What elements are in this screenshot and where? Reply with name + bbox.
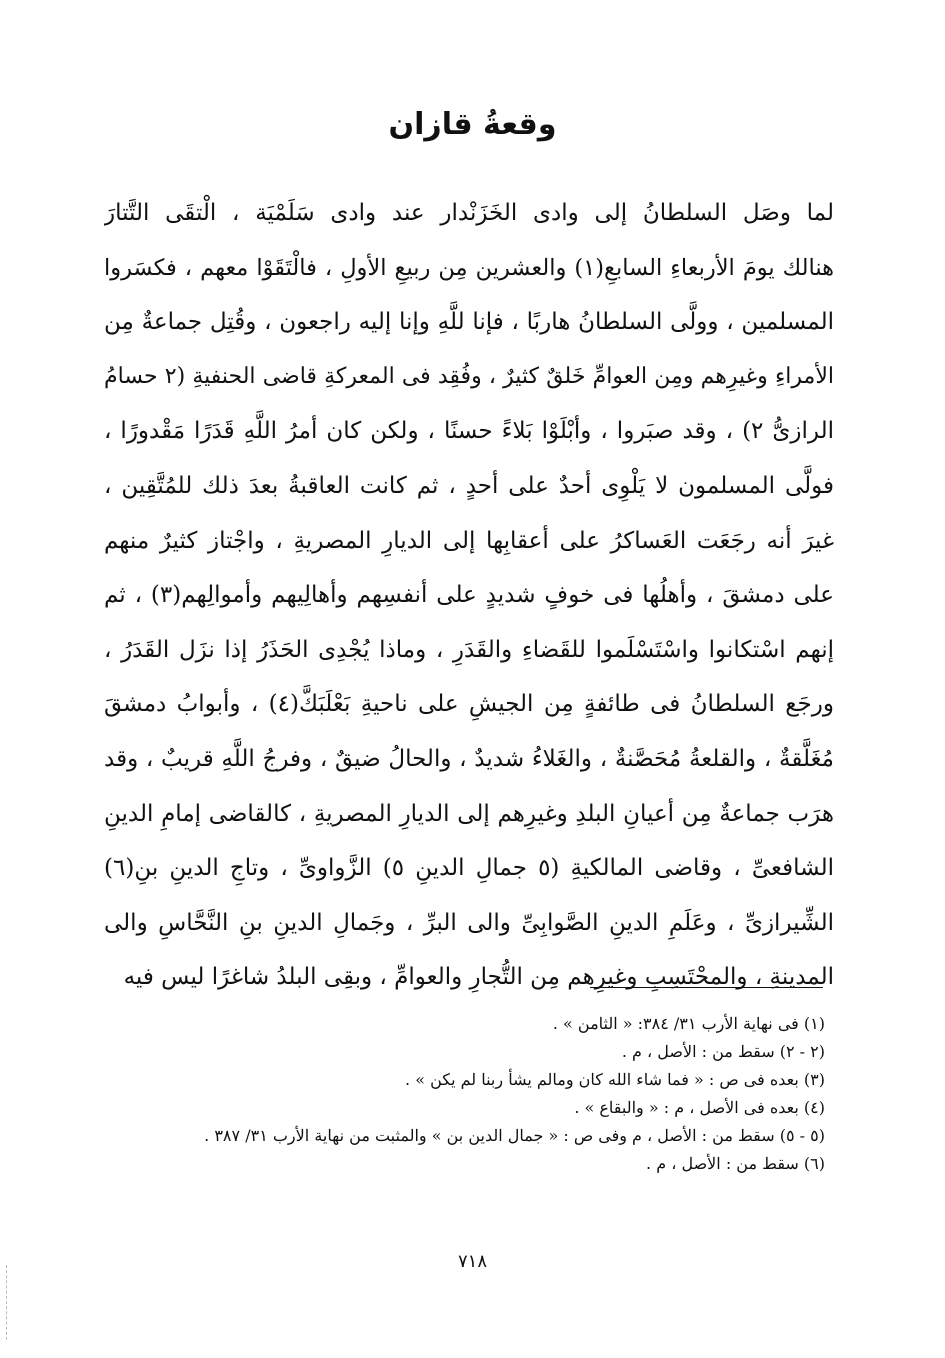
footnotes	[104, 1010, 825, 1178]
footnote: (٤) بعده فى الأصل ، م : « والبقاع » .	[574, 1098, 825, 1117]
page-number: ٧١٨	[457, 1251, 487, 1272]
body-line: غيرَ أنه رجَعَت العَساكرُ على أعقابِها إلى الديارِ المصريةِ ، واجْتاز كثيرٌ منهم	[104, 527, 834, 554]
footnote: (٢ - ٢) سقط من : الأصل ، م .	[621, 1042, 825, 1061]
body-line: الشِّيرازىِّ ، وعَلَمِ الدينِ الصَّوابِىِّ والى البرِّ ، وجَمالِ الدينِ بنِ النَّحَّاسِ والى	[104, 909, 834, 936]
body-text	[104, 186, 834, 1005]
footnote: (٦) سقط من : الأصل ، م .	[646, 1154, 825, 1173]
footnote: (٥ - ٥) سقط من : الأصل ، م وفى ص : « جمال الدين بن » والمثبت من نهاية الأرب ٣١/ ٣٨٧ .	[204, 1126, 825, 1145]
body-line: إنهم اسْتكانوا واسْتَسْلَموا للقَضاءِ والقَدَرِ ، وماذا يُجْدِى الحَذَرُ إذا نزَل القَدَرُ ،	[104, 636, 834, 663]
footnote: (١) فى نهاية الأرب ٣١/ ٣٨٤: « الثامن » .	[552, 1014, 825, 1033]
scan-margin-marks	[6, 1265, 9, 1340]
body-line: المدينةِ ، والمحْتَسِبِ وغيرِهم مِن التُّجارِ والعوامِّ ، وبقِى البلدُ شاغرًا ليس فيه	[123, 964, 834, 991]
footnote-separator-rule	[590, 987, 823, 988]
chapter-title: وقعةُ قازان	[388, 107, 557, 142]
body-line: هرَب جماعةٌ مِن أعيانِ البلدِ وغيرِهم إلى الديارِ المصريةِ ، كالقاضى إمامِ الدينِ	[104, 800, 834, 827]
body-line: لما وصَل السلطانُ إلى وادى الخَزَنْدار عند وادى سَلَمْيَة ، الْتقَى التَّتارَ	[104, 200, 834, 226]
body-line: هنالك يومَ الأربعاءِ السابعِ(١) والعشرين مِن ربيعِ الأولِ ، فالْتَقَوْا معهم ، فكسَروا	[104, 254, 834, 281]
body-line: فولَّى المسلمون لا يَلْوِى أحدٌ على أحدٍ ، ثم كانت العاقبةُ بعدَ ذلك للمُتَّقِين ،	[104, 472, 834, 499]
body-line: الرازىُّ ٢) ، وقد صبَروا ، وأبْلَوْا بَلاءً حسنًا ، ولكن كان أمرُ اللَّهِ قَدَرًا مَقْدورًا ،	[104, 418, 834, 445]
body-line: مُغَلَّقةٌ ، والقلعةُ مُحَصَّنةٌ ، والغَلاءُ شديدٌ ، والحالُ ضيقٌ ، وفرجُ اللَّهِ قريبٌ ، وقد	[104, 745, 834, 772]
body-line: الشافعىِّ ، وقاضى المالكيةِ (٥ جمالِ الدينِ ٥) الزَّواوىِّ ، وتاجِ الدينِ بنِ(٦)	[104, 855, 834, 882]
body-line: ورجَع السلطانُ فى طائفةٍ مِن الجيشِ على ناحيةِ بَعْلَبَكَّ(٤) ، وأبوابُ دمشقَ	[104, 691, 834, 718]
footnote: (٣) بعده فى ص : « فما شاء الله كان ومالم يشأ ربنا لم يكن » .	[405, 1070, 825, 1089]
body-line: المسلمين ، وولَّى السلطانُ هاربًا ، فإنا للَّهِ وإنا إليه راجعون ، وقُتِل جماعةٌ مِن	[104, 309, 834, 336]
body-line: الأمراءِ وغيرِهم ومِن العوامِّ خَلقٌ كثيرٌ ، وفُقِد فى المعركةِ قاضى الحنفيةِ (٢ حسامُ	[104, 363, 834, 389]
body-line: على دمشقَ ، وأهلُها فى خوفٍ شديدٍ على أنفسِهم وأهالِيهم وأموالِهم(٣) ، ثم	[104, 582, 834, 609]
